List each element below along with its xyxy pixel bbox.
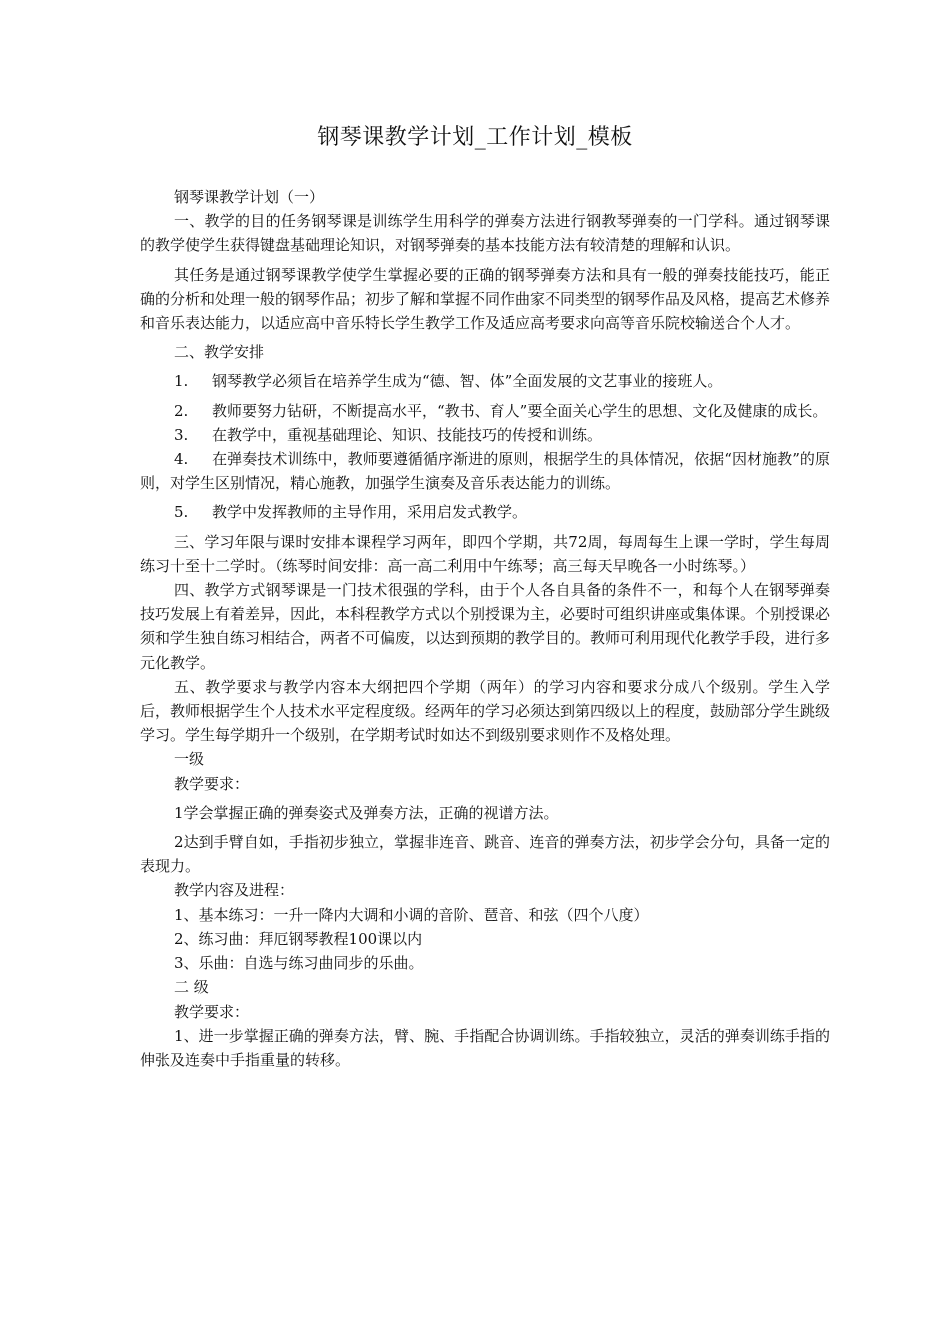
- section-2-heading: 二、教学安排: [174, 343, 265, 362]
- arrangement-text: 在教学中，重视基础理论、知识、技能技巧的传授和训练。: [212, 425, 603, 444]
- arrangement-number: 3.: [174, 425, 189, 444]
- section-3-paragraph: 三、学习年限与课时安排本课程学习两年，即四个学期，共72周，每周每生上课一学时，学生每周练习十至十二学时。（练琴时间安排：高一高二利用中午练琴；高三每天早晚各一小时练琴。）: [140, 532, 830, 575]
- arrangement-item-1: [140, 369, 830, 393]
- level-1-content-label: 教学内容及进程：: [174, 881, 295, 900]
- level-2-requirements-label: 教学要求：: [174, 1002, 250, 1021]
- arrangement-text: 在弹奏技术训练中，教师要遵循循序渐进的原则，根据学生的具体情况，依据“因材施教”的原则，对学生区别情况，精心施教，加强学生演奏及音乐表达能力的训练。: [140, 450, 830, 493]
- level-1-requirements-label: 教学要求：: [174, 774, 250, 793]
- section-1-paragraph: 一、教学的目的任务钢琴课是训练学生用科学的弹奏方法进行钢教琴弹奏的一门学科。通过钢琴课的教学使学生获得键盘基础理论知识，对钢琴弹奏的基本技能方法有较清楚的理解和认识。: [140, 212, 830, 255]
- arrangement-number: 5.: [174, 503, 189, 522]
- arrangement-item-5: [140, 500, 830, 524]
- arrangement-item-3: [140, 423, 830, 447]
- level-1-requirement-1: 1学会掌握正确的弹奏姿式及弹奏方法，正确的视谱方法。: [174, 803, 559, 822]
- document-body: [140, 185, 830, 1072]
- task-paragraph: 其任务是通过钢琴课教学使学生掌握必要的正确的钢琴弹奏方法和具有一般的弹奏技能技巧，能正确的分析和处理一般的钢琴作品；初步了解和掌握不同作曲家不同类型的钢琴作品及风格，提高艺术修养和音乐表达能力，以适应高中音乐特长学生教学工作及适应高考要求向高等音乐院校输送合个人才。: [140, 265, 831, 333]
- arrangement-number: 1.: [174, 372, 189, 391]
- section-4-paragraph: 四、教学方式钢琴课是一门技术很强的学科，由于个人各自具备的条件不一，和每个人在钢琴弹奏技巧发展上有着差异，因此，本科程教学方式以个别授课为主，必要时可组织讲座或集体课。个别授课必须和学生独自练习相结合，两者不可偏废，以达到预期的教学目的。教师可利用现代化教学手段，进行多元化教学。: [140, 581, 831, 672]
- level-2-requirement-1: 1、进一步掌握正确的弹奏方法，臂、腕、手指配合协调训练。手指较独立，灵活的弹奏训练手指的伸张及连奏中手指重量的转移。: [140, 1026, 830, 1069]
- level-1-title: 一级: [174, 750, 205, 769]
- level-2-title: 二 级: [174, 978, 209, 997]
- arrangement-number: 2.: [174, 401, 189, 420]
- level-1-content-3: 3、乐曲：自选与练习曲同步的乐曲。: [174, 954, 424, 973]
- document-title: 钢琴课教学计划_工作计划_模板: [317, 125, 633, 150]
- arrangement-text: 教师要努力钻研，不断提高水平，“教书、育人”要全面关心学生的思想、文化及健康的成长。: [212, 401, 828, 420]
- arrangement-item-4: [140, 447, 830, 495]
- arrangement-text: 钢琴教学必须旨在培养学生成为“德、智、体”全面发展的文艺事业的接班人。: [212, 372, 723, 391]
- arrangement-number: 4.: [174, 450, 189, 469]
- level-1-content-2: 2、练习曲：拜厄钢琴教程100课以内: [174, 929, 423, 948]
- section-5-paragraph: 五、教学要求与教学内容本大纲把四个学期（两年）的学习内容和要求分成八个级别。学生入学后，教师根据学生个人技术水平定程度级。经两年的学习必须达到第四级以上的程度，鼓励部分学生跳级学习。学生每学期升一个级别，在学期考试时如达不到级别要求则作不及格处理。: [140, 677, 831, 745]
- arrangement-item-2: [140, 399, 830, 423]
- level-1-requirement-2: 2达到手臂自如，手指初步独立，掌握非连音、跳音、连音的弹奏方法，初步学会分句，具备一定的表现力。: [140, 833, 830, 876]
- arrangement-text: 教学中发挥教师的主导作用，采用启发式教学。: [212, 503, 528, 522]
- level-1-content-1: 1、基本练习：一升一降内大调和小调的音阶、琶音、和弦（四个八度）: [174, 905, 649, 924]
- plan-heading: 钢琴课教学计划（一）: [174, 188, 325, 206]
